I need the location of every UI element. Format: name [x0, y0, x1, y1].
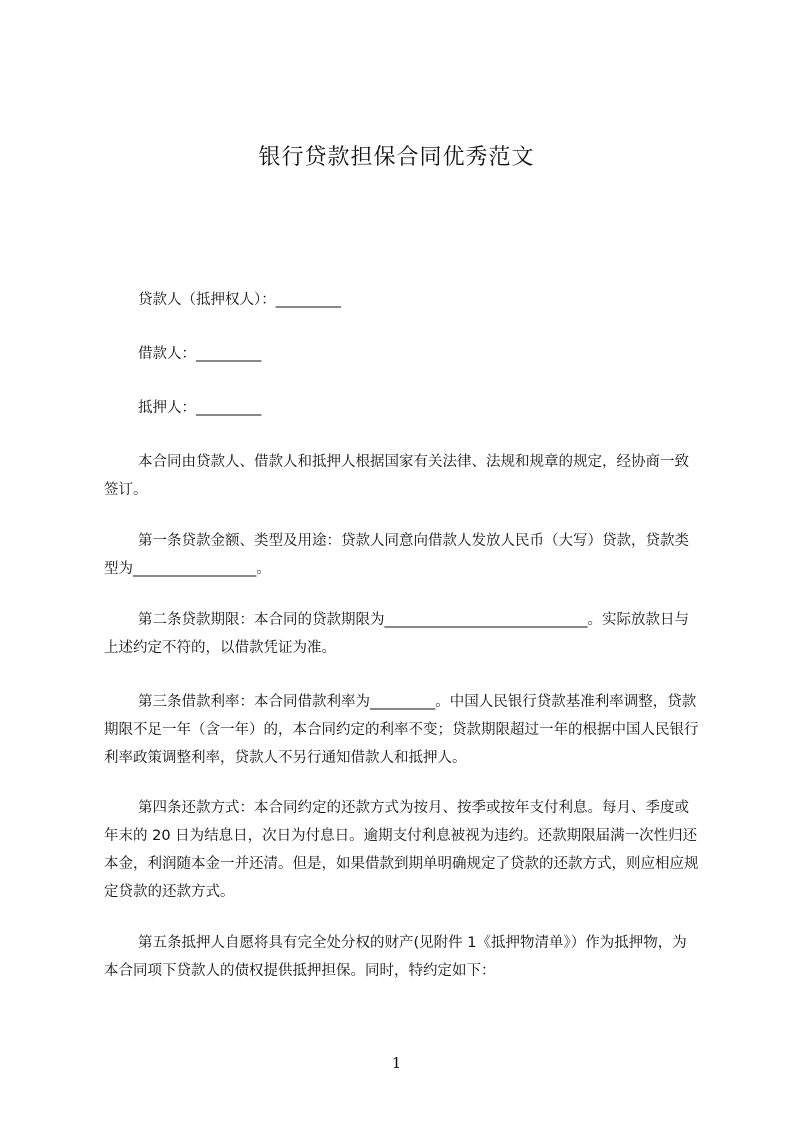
- article-1-paragraph: 第一条贷款金额、类型及用途：贷款人同意向借款人发放人民币（大写）贷款，贷款类型为_________________。: [104, 533, 689, 577]
- lender-line: 贷款人（抵押权人）：_________: [138, 292, 341, 308]
- article-5-paragraph: 第五条抵押人自愿将具有完全处分权的财产(见附件 1《抵押物清单》）作为抵押物，为本合同项下贷款人的债权提供抵押担保。同时，特约定如下：: [104, 935, 687, 979]
- article-3-paragraph: 第三条借款利率：本合同借款利率为_________。中国人民银行贷款基准利率调整，贷款期限不足一年（含一年）的，本合同约定的利率不变；贷款期限超过一年的根据中国人民银行利率政策调整利率，贷款人不另行通知借款人和抵押人。: [104, 694, 699, 766]
- borrower-line: 借款人：_________: [138, 346, 262, 362]
- intro-paragraph: 本合同由贷款人、借款人和抵押人根据国家有关法律、法规和规章的规定，经协商一致签订。: [104, 454, 689, 498]
- mortgagor-line: 抵押人：_________: [138, 400, 262, 416]
- article-4-paragraph: 第四条还款方式：本合同约定的还款方式为按月、按季或按年支付利息。每月、季度或年末的 20 日为结息日，次日为付息日。逾期支付利息被视为违约。还款期限届满一次性归还本金，利润随本金一并还清。但是，如果借款到期单明确规定了贷款的还款方式，则应相应规定贷款的还款方式。: [104, 800, 699, 900]
- page-number: 1: [391, 1054, 402, 1072]
- article-2-paragraph: 第二条贷款期限：本合同的贷款期限为____________________________。实际放款日与上述约定不符的，以借款凭证为准。: [104, 612, 689, 656]
- document-title: 银行贷款担保合同优秀范文: [258, 145, 535, 170]
